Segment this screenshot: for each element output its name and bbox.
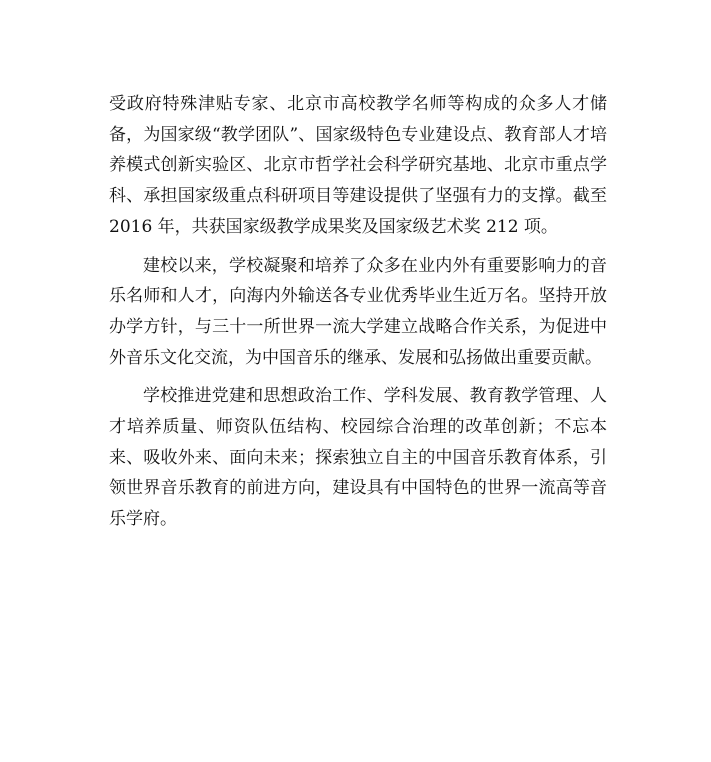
paragraph-school-history: 建校以来，学校凝聚和培养了众多在业内外有重要影响力的音乐名师和人才，向海内外输送各专业优秀毕业生近万名。坚持开放办学方针，与三十一所世界一流大学建立战略合作关系，为促进中外音乐文化交流，为中国音乐的继承、发展和弘扬做出重要贡献。 bbox=[109, 255, 607, 368]
paragraph-reform-innovation: 学校推进党建和思想政治工作、学科发展、教育教学管理、人才培养质量、师资队伍结构、校园综合治理的改革创新；不忘本来、吸收外来、面向未来；探索独立自主的中国音乐教育体系，引领世界音乐教育的前进方向，建设具有中国特色的世界一流高等音乐学府。 bbox=[109, 386, 607, 530]
paragraph-talent-reserve: 受政府特殊津贴专家、北京市高校教学名师等构成的众多人才储备，为国家级“教学团队”、国家级特色专业建设点、教育部人才培养模式创新实验区、北京市哲学社会科学研究基地、北京市重点学科、承担国家级重点科研项目等建设提供了坚强有力的支撑。截至 2016 年，共获国家级教学成果奖及国家级艺术奖 212 项。 bbox=[109, 94, 607, 237]
body-text bbox=[109, 89, 607, 543]
